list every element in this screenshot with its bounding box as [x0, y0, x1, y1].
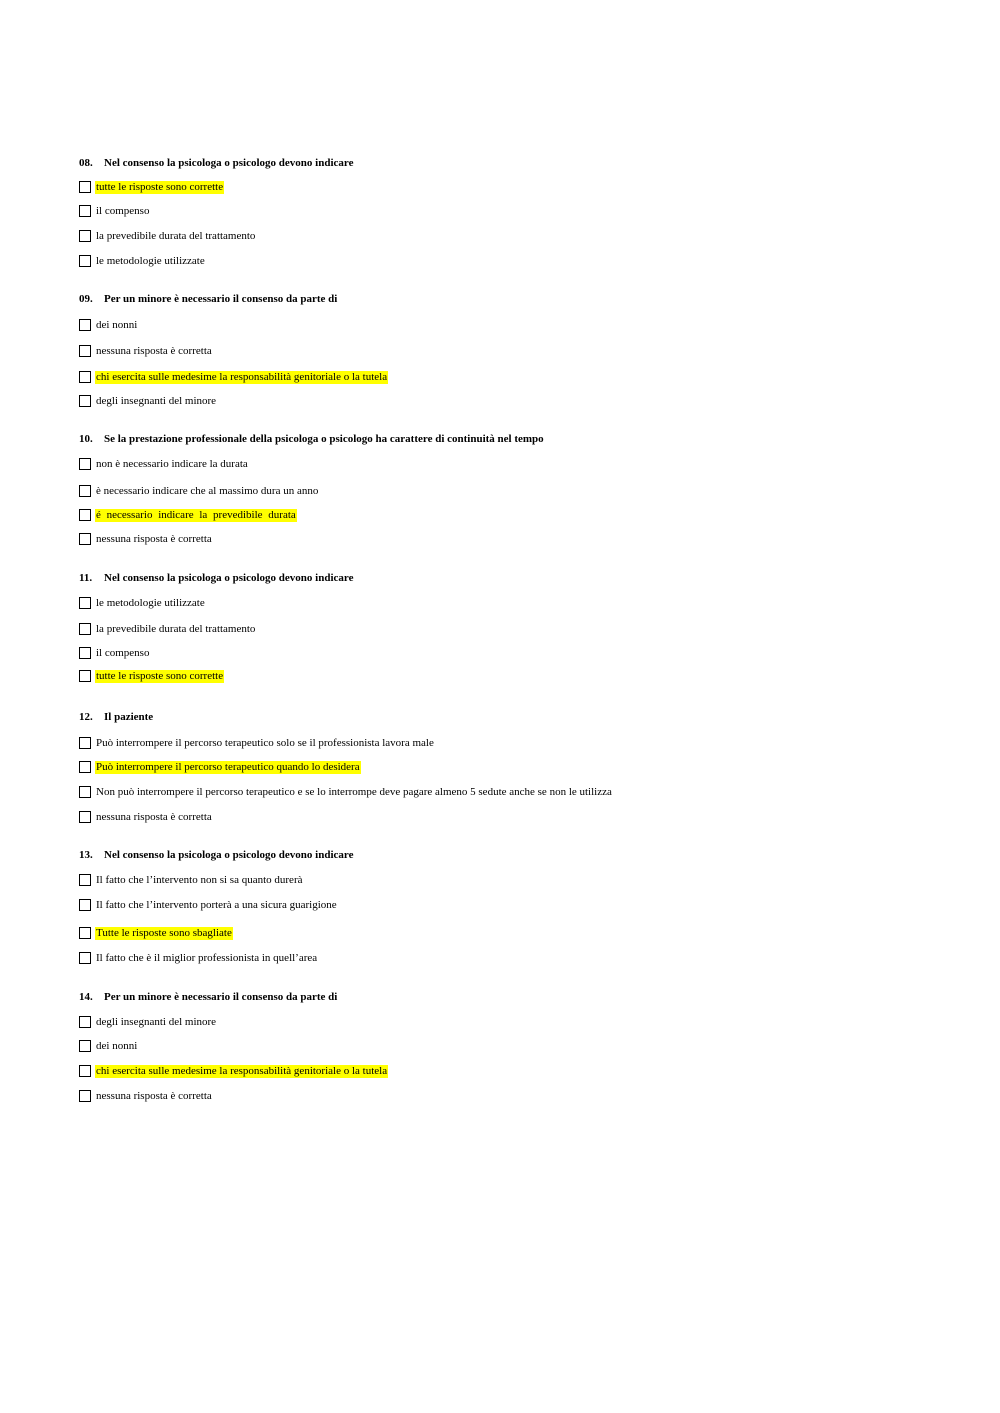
answer-option[interactable]: [79, 507, 297, 523]
question-number: 12.: [79, 711, 93, 723]
answer-option[interactable]: [79, 668, 224, 684]
answer-label: é necessario indicare la prevedibile durata: [96, 508, 296, 521]
answer-option[interactable]: [79, 531, 213, 547]
answer-label: tutte le risposte sono corrette: [96, 180, 224, 193]
answer-label: nessuna risposta è corretta: [96, 1089, 212, 1102]
answer-option[interactable]: [79, 950, 318, 966]
answer-label: è necessario indicare che al massimo dura un anno: [96, 484, 319, 497]
question-title: [79, 991, 337, 1004]
answer-option[interactable]: [79, 1038, 138, 1054]
answer-checkbox[interactable]: [79, 670, 91, 682]
answer-label: la prevedibile durata del trattamento: [96, 229, 256, 242]
answer-label: non è necessario indicare la durata: [96, 457, 248, 470]
question-text: Nel consenso la psicologa o psicologo devono indicare: [104, 849, 354, 861]
answer-option[interactable]: [79, 369, 388, 385]
answer-label: nessuna risposta è corretta: [96, 532, 212, 545]
answer-option[interactable]: [79, 897, 338, 913]
answer-option[interactable]: [79, 621, 256, 637]
answer-label: chi esercita sulle medesime la responsabilità genitoriale o la tutela: [96, 1064, 388, 1077]
answer-label: Il fatto che l’intervento non si sa quanto durerà: [96, 873, 303, 886]
question-text: Per un minore è necessario il consenso da parte di: [104, 991, 338, 1003]
answer-checkbox[interactable]: [79, 597, 91, 609]
answer-checkbox[interactable]: [79, 255, 91, 267]
answer-checkbox[interactable]: [79, 1040, 91, 1052]
answer-option[interactable]: [79, 784, 613, 800]
answer-checkbox[interactable]: [79, 623, 91, 635]
question-text: Nel consenso la psicologa o psicologo devono indicare: [104, 572, 354, 584]
answer-label: la prevedibile durata del trattamento: [96, 622, 256, 635]
answer-checkbox[interactable]: [79, 1090, 91, 1102]
answer-option[interactable]: [79, 759, 361, 775]
answer-checkbox[interactable]: [79, 786, 91, 798]
answer-checkbox[interactable]: [79, 533, 91, 545]
answer-checkbox[interactable]: [79, 647, 91, 659]
answer-label: Tutte le risposte sono sbagliate: [96, 926, 232, 939]
answer-label: le metodologie utilizzate: [96, 254, 205, 267]
answer-checkbox[interactable]: [79, 761, 91, 773]
question-text: Nel consenso la psicologa o psicologo devono indicare: [104, 157, 354, 169]
answer-checkbox[interactable]: [79, 458, 91, 470]
answer-option[interactable]: [79, 1063, 388, 1079]
answer-option[interactable]: [79, 179, 224, 195]
answer-option[interactable]: [79, 595, 206, 611]
answer-option[interactable]: [79, 228, 256, 244]
answer-checkbox[interactable]: [79, 485, 91, 497]
answer-checkbox[interactable]: [79, 181, 91, 193]
answer-checkbox[interactable]: [79, 509, 91, 521]
question-text: Il paziente: [104, 711, 154, 723]
answer-option[interactable]: [79, 925, 233, 941]
question-title: [79, 711, 153, 724]
answer-option[interactable]: [79, 483, 319, 499]
answer-label: tutte le risposte sono corrette: [96, 669, 224, 682]
answer-option[interactable]: [79, 203, 150, 219]
question-number: 13.: [79, 849, 93, 861]
question-number: 08.: [79, 157, 93, 169]
question-title: [79, 293, 337, 306]
question-number: 09.: [79, 293, 93, 305]
answer-checkbox[interactable]: [79, 230, 91, 242]
answer-option[interactable]: [79, 1088, 213, 1104]
answer-label: nessuna risposta è corretta: [96, 810, 212, 823]
answer-label: chi esercita sulle medesime la responsabilità genitoriale o la tutela: [96, 370, 388, 383]
answer-label: Il fatto che l’intervento porterà a una sicura guarigione: [96, 898, 337, 911]
answer-checkbox[interactable]: [79, 345, 91, 357]
answer-label: Può interrompere il percorso terapeutico solo se il professionista lavora male: [96, 736, 434, 749]
answer-checkbox[interactable]: [79, 395, 91, 407]
answer-checkbox[interactable]: [79, 811, 91, 823]
answer-checkbox[interactable]: [79, 899, 91, 911]
answer-checkbox[interactable]: [79, 205, 91, 217]
answer-label: Può interrompere il percorso terapeutico quando lo desidera: [96, 760, 360, 773]
answer-option[interactable]: [79, 393, 217, 409]
answer-checkbox[interactable]: [79, 737, 91, 749]
answer-option[interactable]: [79, 645, 150, 661]
answer-label: il compenso: [96, 646, 150, 659]
question-title: [79, 157, 353, 170]
answer-label: degli insegnanti del minore: [96, 394, 217, 407]
question-title: [79, 433, 544, 446]
answer-label: nessuna risposta è corretta: [96, 344, 212, 357]
answer-checkbox[interactable]: [79, 927, 91, 939]
question-text: Se la prestazione professionale della psicologa o psicologo ha carattere di continuità nel tempo: [104, 433, 544, 445]
answer-label: dei nonni: [96, 318, 138, 331]
answer-checkbox[interactable]: [79, 319, 91, 331]
question-text: Per un minore è necessario il consenso da parte di: [104, 293, 338, 305]
answer-option[interactable]: [79, 456, 249, 472]
answer-label: dei nonni: [96, 1039, 138, 1052]
question-title: [79, 572, 353, 585]
answer-option[interactable]: [79, 809, 213, 825]
answer-option[interactable]: [79, 872, 304, 888]
answer-label: degli insegnanti del minore: [96, 1015, 217, 1028]
answer-option[interactable]: [79, 253, 206, 269]
question-number: 11.: [79, 572, 93, 584]
answer-checkbox[interactable]: [79, 1065, 91, 1077]
answer-option[interactable]: [79, 343, 213, 359]
answer-checkbox[interactable]: [79, 1016, 91, 1028]
question-title: [79, 849, 353, 862]
question-number: 14.: [79, 991, 93, 1003]
answer-label: Non può interrompere il percorso terapeutico e se lo interrompe deve pagare almeno 5 sedute anche se non le utilizza: [96, 785, 612, 798]
answer-checkbox[interactable]: [79, 952, 91, 964]
answer-label: le metodologie utilizzate: [96, 596, 205, 609]
answer-checkbox[interactable]: [79, 371, 91, 383]
answer-option[interactable]: [79, 735, 435, 751]
answer-label: Il fatto che è il miglior professionista in quell’area: [96, 951, 318, 964]
question-number: 10.: [79, 433, 93, 445]
answer-label: il compenso: [96, 204, 150, 217]
answer-checkbox[interactable]: [79, 874, 91, 886]
answer-option[interactable]: [79, 1014, 217, 1030]
answer-option[interactable]: [79, 317, 138, 333]
